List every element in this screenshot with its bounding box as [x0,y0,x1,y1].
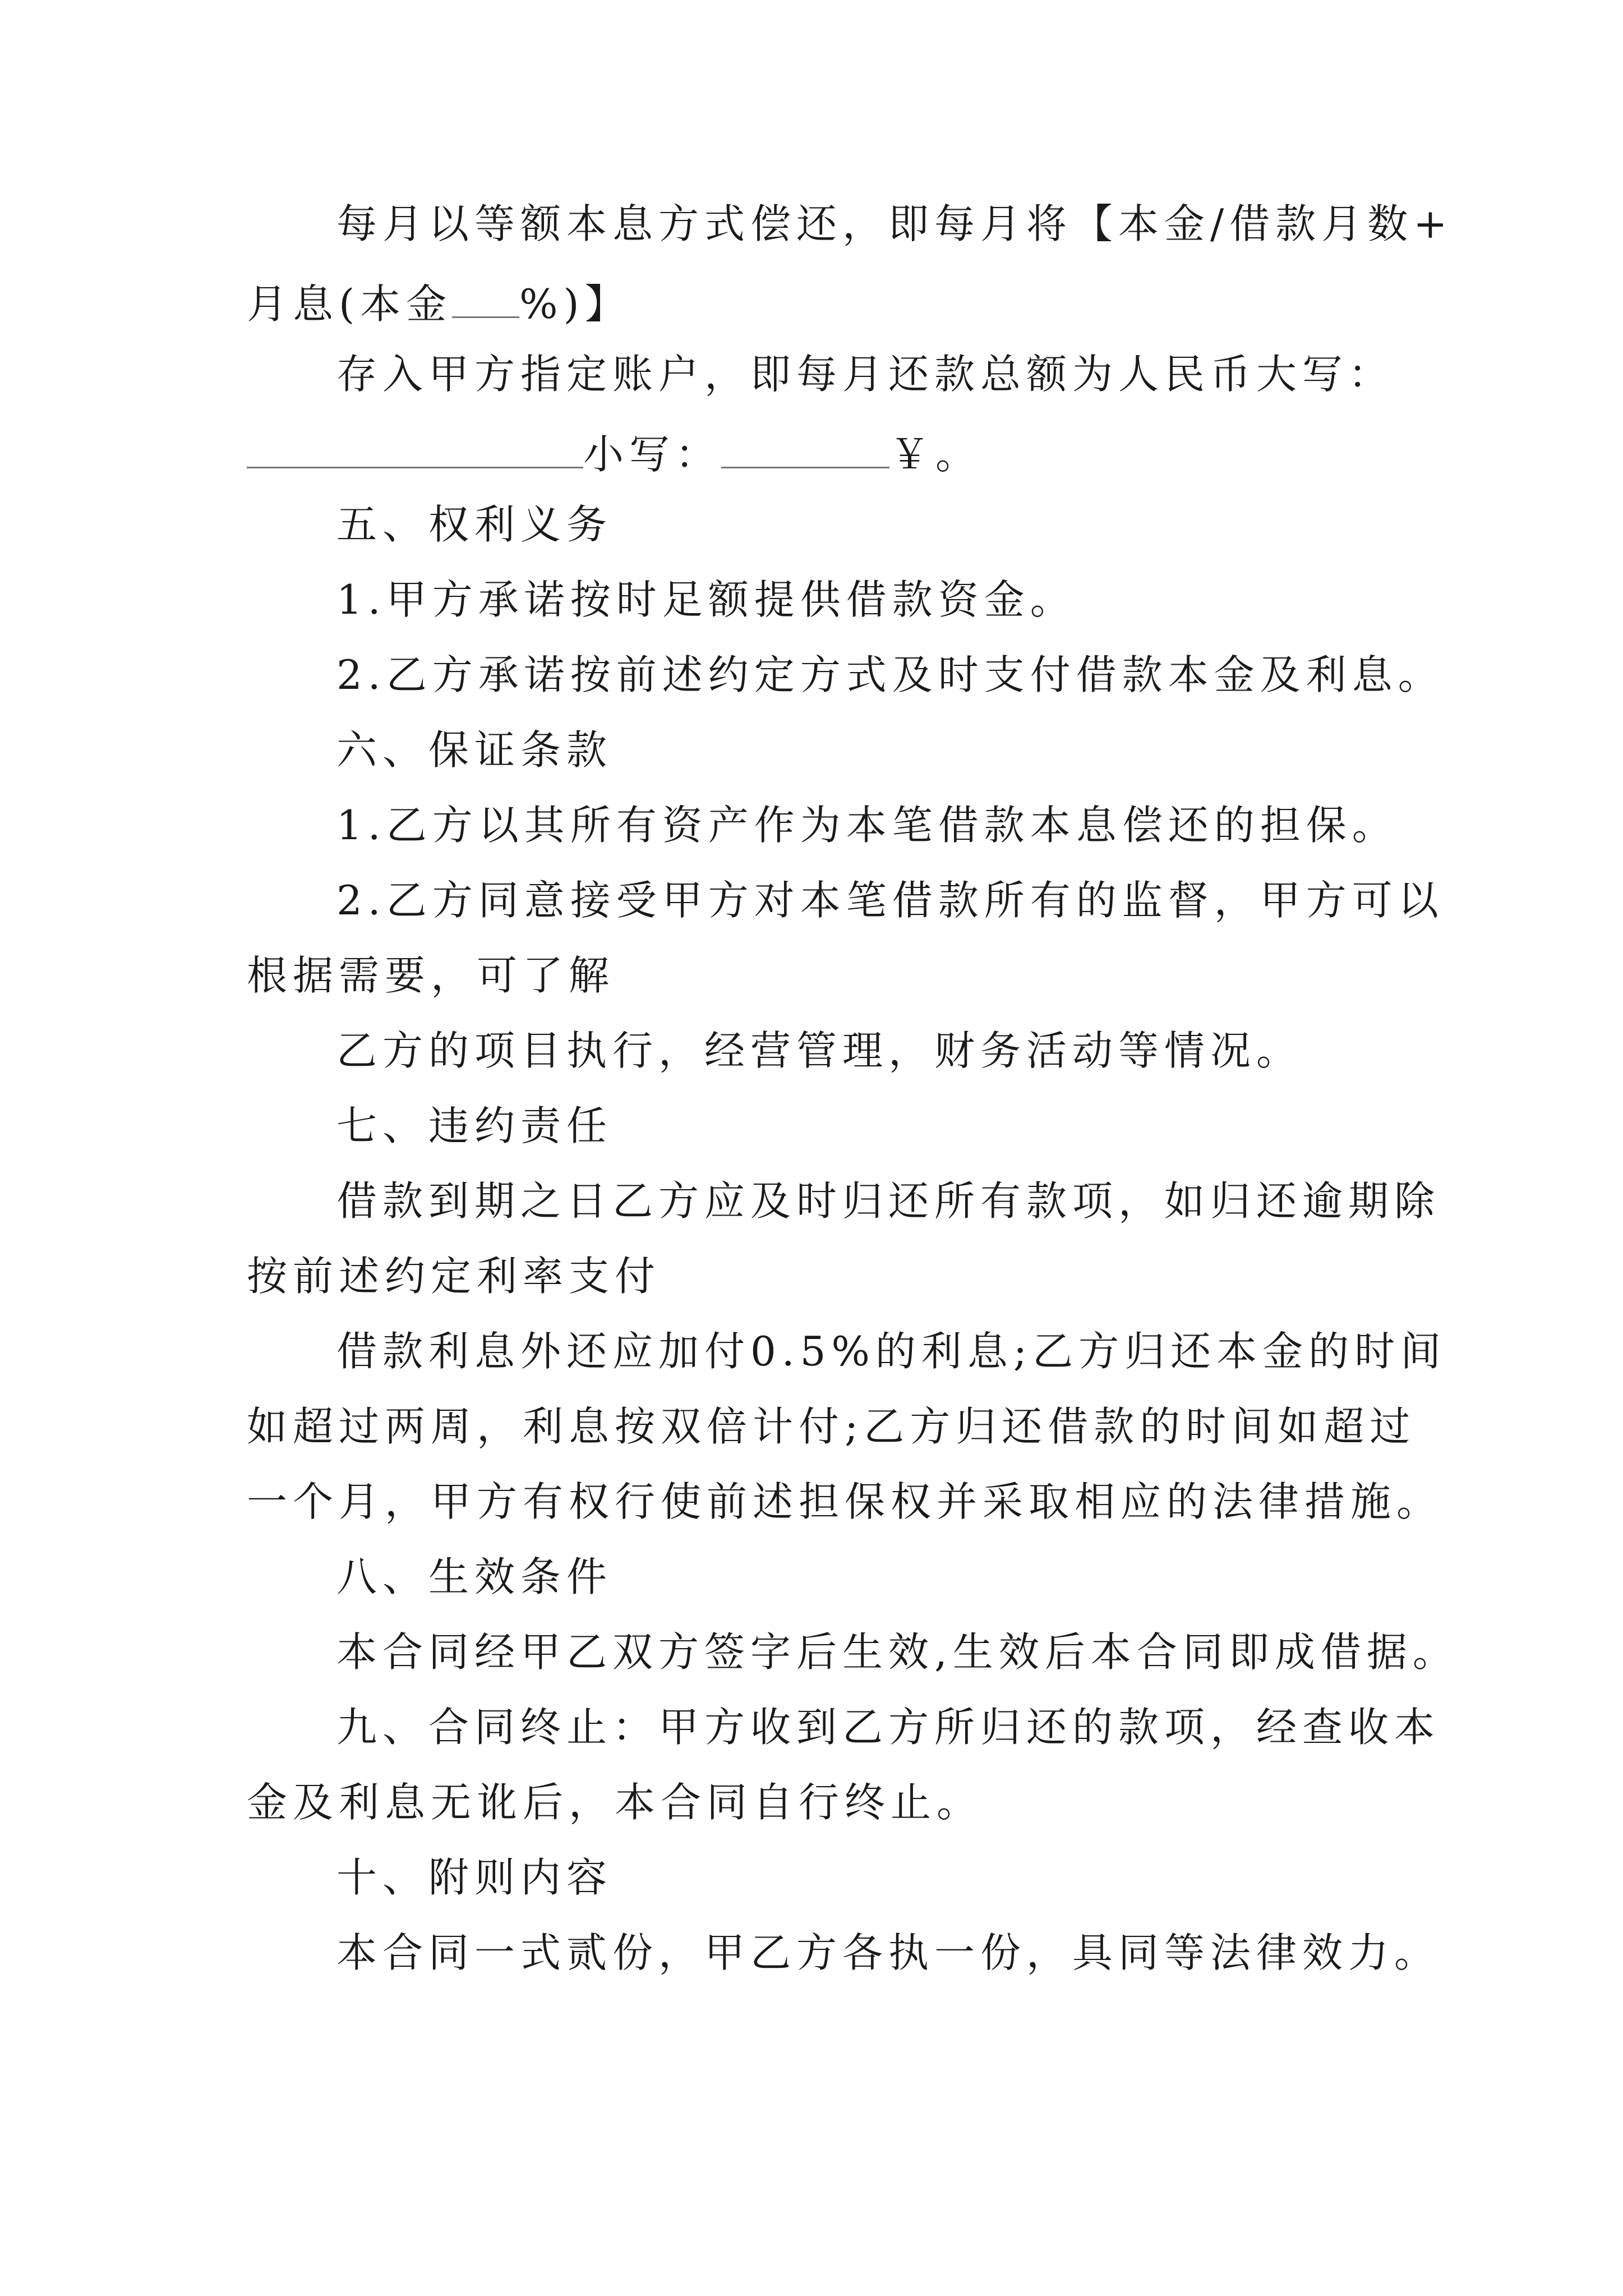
line-text: 九、合同终止：甲方收到乙方所归还的款项，经查收本 [336,1704,1441,1751]
fill-in-blank [721,427,889,468]
paragraph-line [247,1029,1385,1073]
paragraph-line [247,1929,1441,1976]
section-heading [247,728,1385,772]
paragraph-line [247,277,1385,328]
line-text: 每月以等额本息方式偿还，即每月将【本金/借款月数+ [336,200,1453,247]
paragraph-line [247,1704,1441,1751]
line-text: 1.甲方承诺按时足额提供借款资金。 [336,576,1076,623]
paragraph-line [247,802,1398,849]
section-heading [247,1104,1385,1148]
paragraph-line [247,954,1385,997]
line-text: 如超过两周，利息按双倍计付;乙方归还借款的时间如超过 [247,1403,1416,1450]
heading-text: 十、附则内容 [336,1854,613,1901]
heading-text: 八、生效条件 [336,1553,613,1600]
line-text: 根据需要，可了解 [247,952,615,999]
paragraph-line [247,578,1385,622]
line-text: 小写： [583,431,722,478]
paragraph-line [247,651,1444,698]
line-text: 月息(本金 [247,280,453,328]
paragraph-line [247,1628,1459,1676]
line-text: 一个月，甲方有权行使前述担保权并采取相应的法律措施。 [247,1478,1443,1525]
heading-text: 六、保证条款 [336,726,613,774]
paragraph-line [247,1177,1441,1225]
line-text: 2.乙方同意接受甲方对本笔借款所有的监督，甲方可以 [336,877,1444,924]
line-text: 本合同一式贰份，甲乙方各执一份，具同等法律效力。 [336,1929,1441,1976]
line-text: 借款到期之日乙方应及时归还所有款项，如归还逾期除 [336,1177,1441,1225]
paragraph-line [247,200,1453,247]
paragraph-line [247,1478,1443,1525]
paragraph-line [247,1403,1416,1450]
paragraph-line [247,1254,1385,1298]
line-text: %)】 [519,280,631,328]
paragraph-line [247,877,1444,924]
heading-text: 五、权利义务 [336,501,613,548]
paragraph-line [247,1328,1447,1375]
line-text: 存入甲方指定账户，即每月还款总额为人民币大写： [336,351,1395,398]
document-body [247,200,1459,2006]
paragraph-line [247,427,1385,478]
paragraph-line [247,1780,1385,1824]
line-text: 本合同经甲乙双方签字后生效,生效后本合同即成借据。 [336,1628,1459,1676]
heading-text: 七、违约责任 [336,1102,613,1149]
line-text: 借款利息外还应加付0.5%的利息;乙方归还本金的时间 [336,1328,1447,1375]
section-heading [247,503,1385,546]
section-heading [247,1856,1385,1899]
line-text: 1.乙方以其所有资产作为本笔借款本息偿还的担保。 [336,802,1398,849]
section-heading [247,1555,1385,1599]
fill-in-blank [247,427,583,468]
line-text: 金及利息无讹后，本合同自行终止。 [247,1779,983,1826]
line-text: ￥。 [889,431,982,478]
line-text: 乙方的项目执行，经营管理，财务活动等情况。 [336,1027,1303,1074]
fill-in-blank [452,277,519,318]
line-text: 按前述约定利率支付 [247,1253,661,1300]
paragraph-line [247,351,1395,398]
line-text: 2.乙方承诺按前述约定方式及时支付借款本金及利息。 [336,651,1444,698]
